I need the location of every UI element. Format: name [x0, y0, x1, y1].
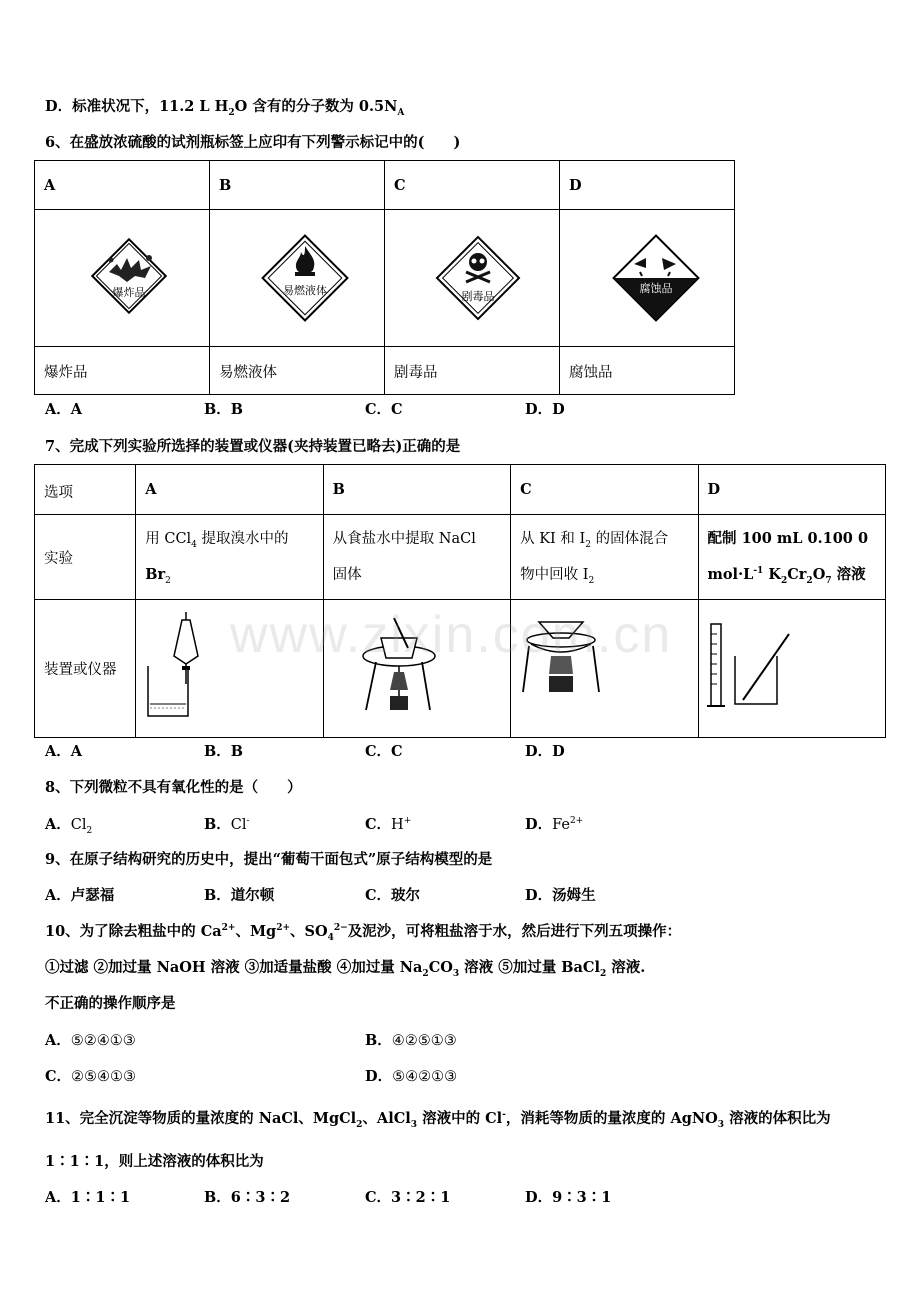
q7-header-d: D: [707, 481, 721, 498]
explosive-hazard-icon: [35, 210, 209, 342]
sublimation-apparatus-icon: [511, 600, 697, 733]
q7-option-d[interactable]: D．D: [525, 743, 565, 760]
q6-table: [34, 160, 735, 395]
q7-header-b: B: [332, 481, 345, 498]
q7-stem: 7、完成下列实验所选择的装置或仪器(夹持装置已略去)正确的是: [45, 438, 461, 455]
q6-header-d: D: [569, 177, 582, 194]
svg-text:腐蚀品: 腐蚀品: [639, 282, 673, 295]
q6-stem: 6、在盛放浓硫酸的试剂瓶标签上应印有下列警示标记中的( ): [45, 134, 461, 151]
q5-option-d: D．标准状况下，11.2 L $H_2O$ 含有的分子数为 $0.5N_A$: [45, 98, 405, 118]
q7-exp-a: 用 CCl$_4$ 提取溴水中的 $Br_2$: [145, 531, 289, 586]
q7-header-c: C: [520, 481, 532, 498]
q10-stem: 10、为了除去粗盐中的 $Ca^{2+}$、$Mg^{2+}$、$SO_4^{2-}$及泥沙，可将粗盐溶于水，然后进行下列五项操作：: [45, 923, 682, 943]
q7-row-apparatus: 装置或仪器: [44, 662, 117, 678]
q9-option-b[interactable]: B．道尔顿: [204, 887, 275, 904]
q6-name-a: 爆炸品: [44, 365, 88, 381]
q6-option-a[interactable]: A．A: [45, 401, 83, 418]
q9-option-c[interactable]: C．玻尔: [365, 887, 421, 904]
svg-text:爆炸品: 爆炸品: [112, 286, 146, 299]
watermark: www.zixin.com.cn: [230, 606, 673, 664]
q6-header-a: A: [44, 177, 56, 194]
q6-header-b: B: [219, 177, 232, 194]
q10-option-b[interactable]: B．④②⑤①③: [365, 1032, 457, 1049]
q10-option-c[interactable]: C．②⑤④①③: [45, 1068, 137, 1085]
flammable-liquid-icon: [210, 210, 384, 342]
q9-stem: 9、在原子结构研究的历史中，提出“葡萄干面包式”原子结构模型的是: [45, 851, 493, 868]
q10-option-d[interactable]: D．⑤④②①③: [365, 1068, 458, 1085]
svg-text:剧毒品: 剧毒品: [461, 290, 495, 303]
q6-option-c[interactable]: C．C: [365, 401, 403, 418]
separatory-funnel-icon: [136, 600, 322, 733]
q10-question: 不正确的操作顺序是: [45, 995, 176, 1012]
q7-row-experiment: 实验: [44, 550, 73, 567]
q11-option-d[interactable]: D．9∶3∶1: [525, 1189, 612, 1206]
q11-stem: 11、完全沉淀等物质的量浓度的 NaCl、MgCl$_2$、AlCl$_3$ 溶液中的 Cl-，消耗等物质的量浓度的 AgNO$_3$ 溶液的体积比为: [45, 1110, 831, 1130]
q7-header-a: A: [145, 481, 157, 498]
q7-exp-b: 从食盐水中提取 NaCl 固体: [332, 531, 476, 583]
q8-option-d[interactable]: D．$Fe^{2+}$: [525, 816, 584, 833]
q8-option-a[interactable]: A．$Cl_2$: [45, 816, 93, 836]
q9-option-d[interactable]: D．汤姆生: [525, 887, 596, 904]
q6-name-b: 易燃液体: [219, 365, 277, 381]
q6-header-c: C: [394, 177, 406, 194]
q11-stem-line2: 1∶1∶1，则上述溶液的体积比为: [45, 1153, 264, 1170]
q6-option-d[interactable]: D．D: [525, 401, 565, 418]
q10-option-a[interactable]: A．⑤②④①③: [45, 1032, 136, 1049]
q7-exp-d: 配制 100 mL 0.100 0 $mol\cdot L^{-1}$ $K_2Cr_2O_7$ 溶液: [707, 530, 869, 586]
q10-steps: ①过滤 ②加过量 NaOH 溶液 ③加适量盐酸 ④加过量 $Na_2CO_3$ 溶液 ⑤加过量 BaCl$_2$ 溶液.: [45, 959, 646, 979]
q8-stem: 8、下列微粒不具有氧化性的是（ ）: [45, 779, 302, 796]
q6-name-d: 腐蚀品: [569, 365, 613, 381]
q7-table: [34, 464, 886, 738]
svg-text:易燃液体: 易燃液体: [283, 284, 327, 297]
graduated-cylinder-icon: [699, 600, 885, 733]
q8-option-c[interactable]: C．H+: [365, 816, 412, 833]
q7-option-c[interactable]: C．C: [365, 743, 403, 760]
q11-option-a[interactable]: A．1∶1∶1: [45, 1189, 131, 1206]
q6-name-c: 剧毒品: [394, 365, 438, 381]
q7-option-b[interactable]: B．B: [204, 743, 244, 760]
q6-option-b[interactable]: B．B: [204, 401, 244, 418]
q9-option-a[interactable]: A．卢瑟福: [45, 887, 115, 904]
q11-option-c[interactable]: C．3∶2∶1: [365, 1189, 451, 1206]
q11-option-b[interactable]: B．6∶3∶2: [204, 1189, 291, 1206]
q8-option-b[interactable]: B．Cl-: [204, 816, 250, 833]
q7-col-header: 选项: [44, 485, 73, 501]
q7-exp-c: 从 KI 和 $I_2$ 的固体混合 物中回收 $I_2$: [520, 531, 669, 586]
evaporating-dish-icon: [324, 600, 510, 733]
corrosive-hazard-icon: [560, 210, 734, 342]
q7-option-a[interactable]: A．A: [45, 743, 83, 760]
toxic-hazard-icon: [385, 210, 559, 342]
